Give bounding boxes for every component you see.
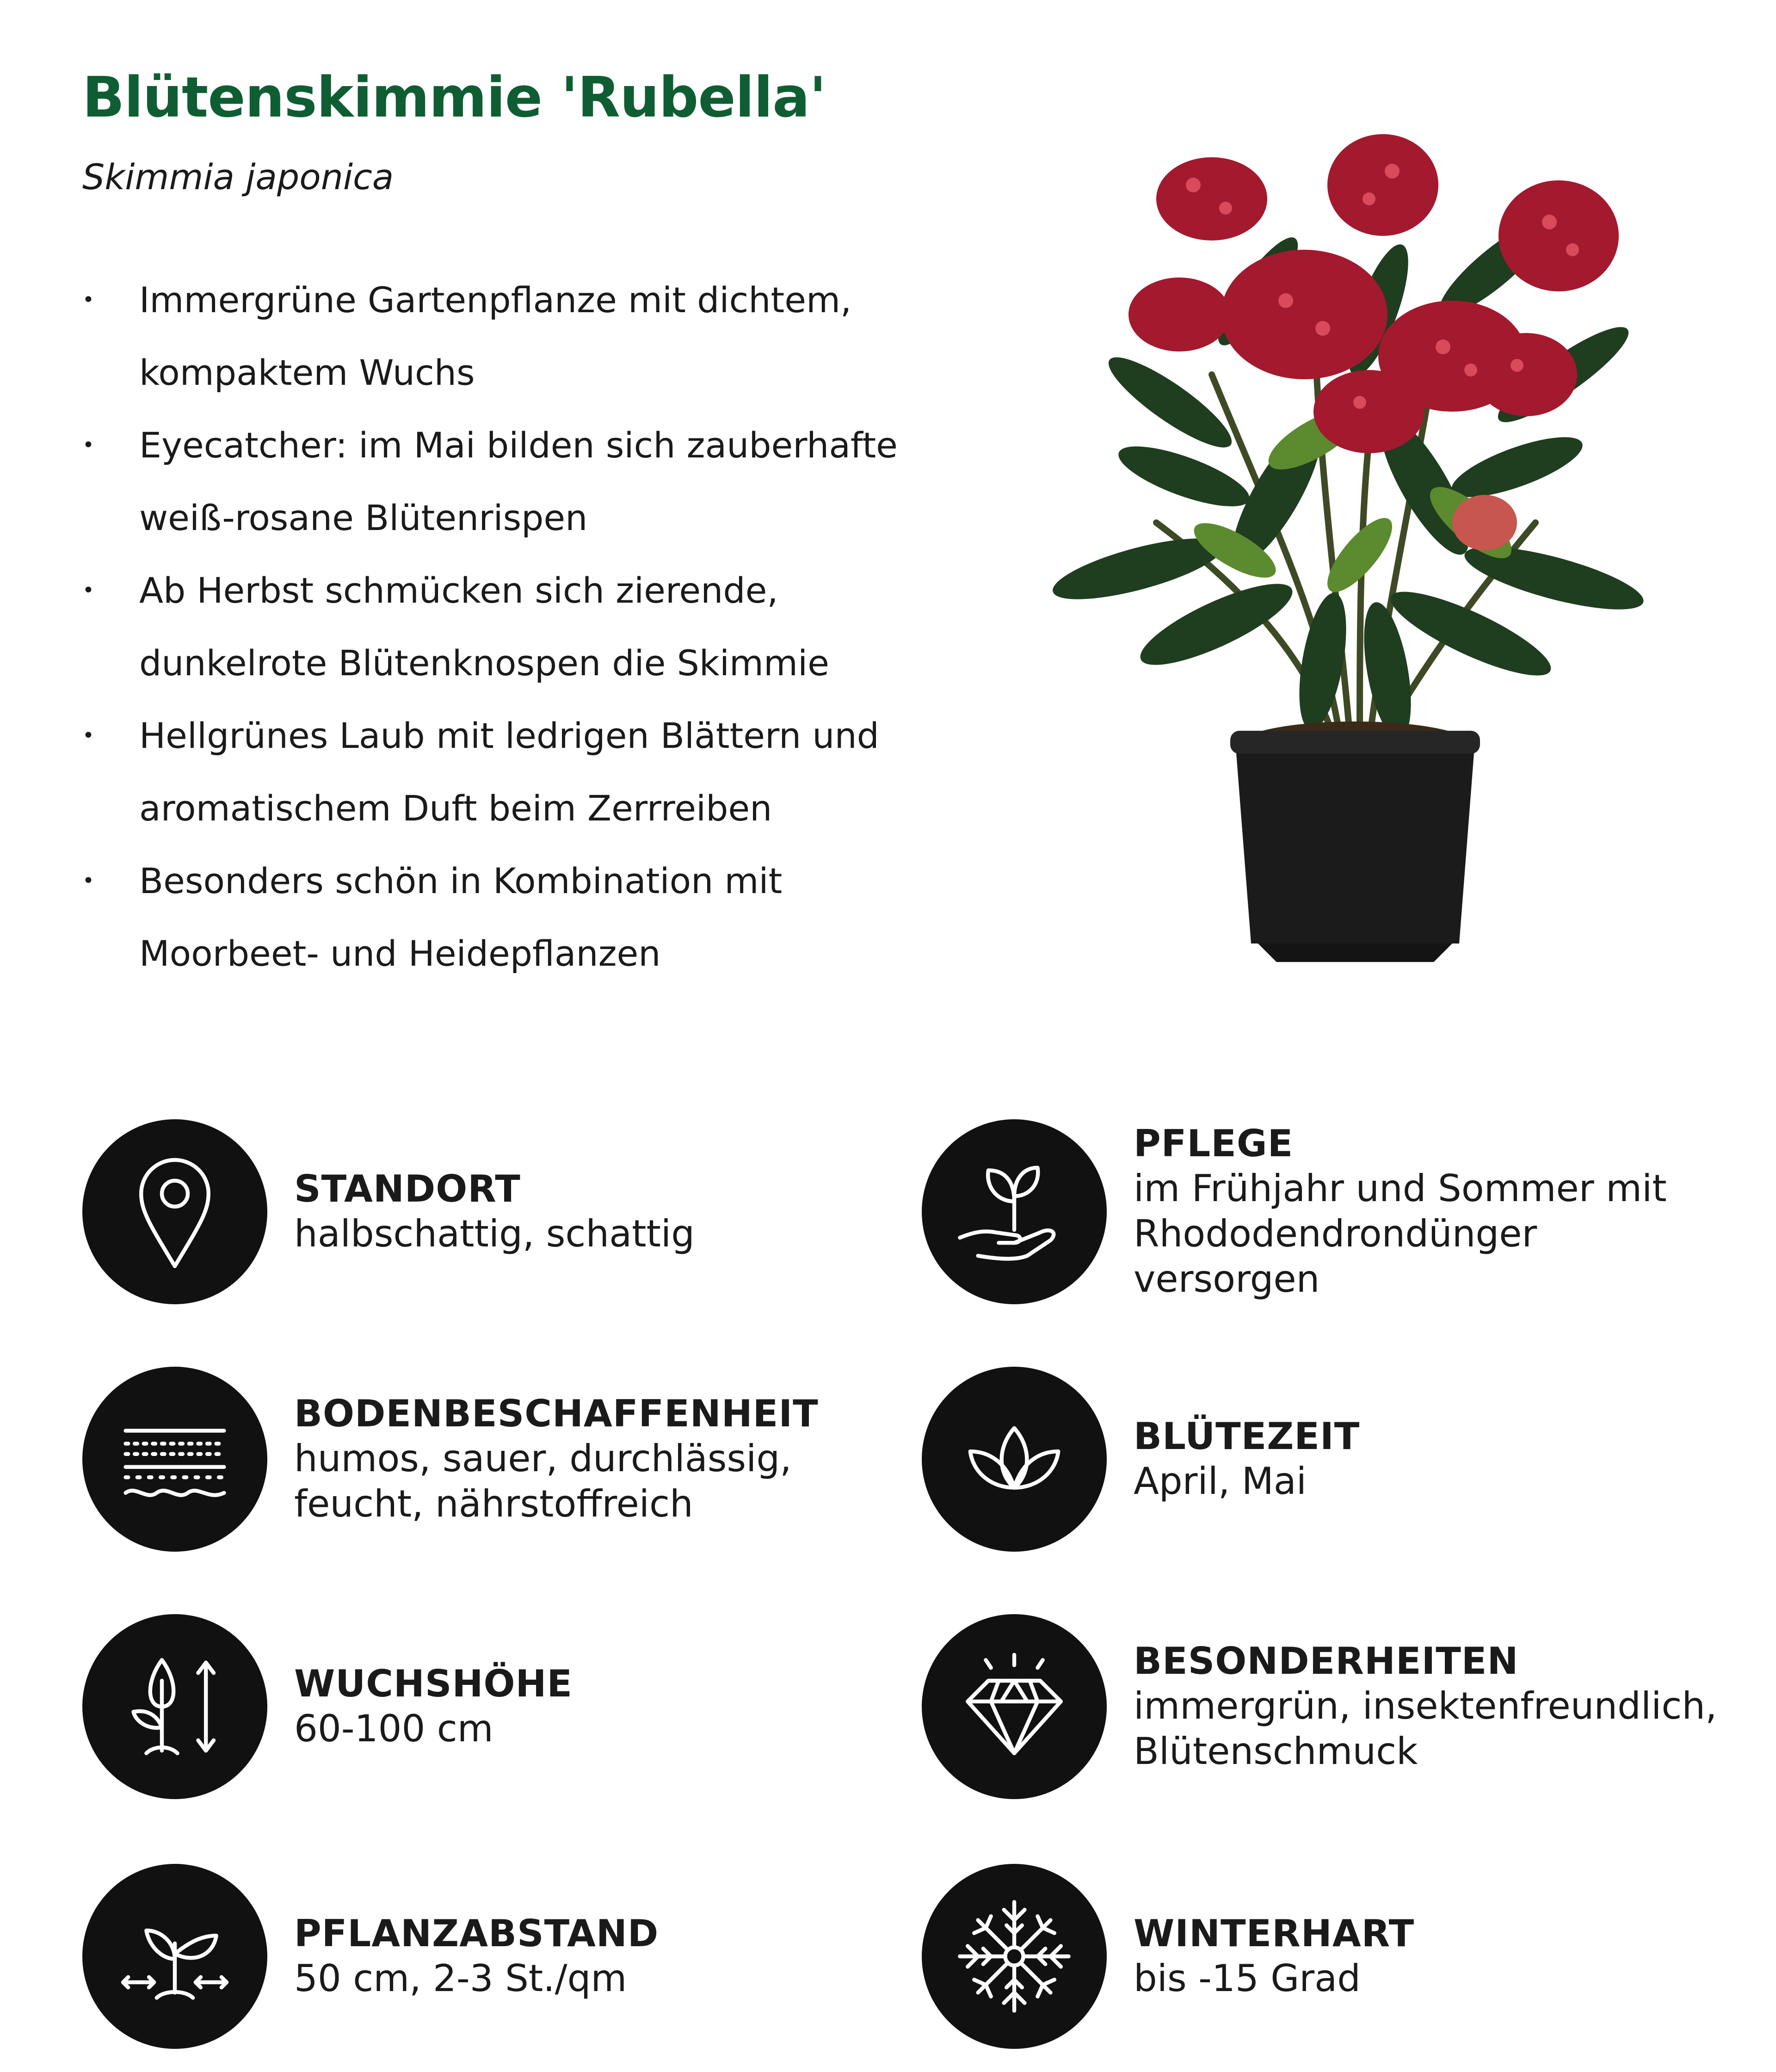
product-image-potted-skimmia <box>1018 116 1665 985</box>
info-label: BODENBESCHAFFENHEIT <box>294 1392 819 1435</box>
lotus-flower-icon <box>950 1394 1079 1524</box>
bullet-icon: • <box>82 433 94 457</box>
info-pflanzabstand <box>82 1864 892 2049</box>
info-label: WINTERHART <box>1134 1912 1415 1955</box>
info-value: immergrün, insektenfreundlich, Blütenschmuck <box>1134 1684 1717 1773</box>
plant-spacing-icon <box>110 1892 240 2021</box>
info-value: bis -15 Grad <box>1134 1957 1361 2000</box>
icon-circle <box>922 1614 1107 1799</box>
icon-circle <box>922 1367 1107 1552</box>
icon-circle <box>922 1864 1107 2049</box>
feature-text: Immergrüne Gartenpflanze mit dichtem, kompaktem Wuchs <box>139 279 852 393</box>
info-value: humos, sauer, durchlässig, feucht, nährstoffreich <box>294 1437 792 1525</box>
feature-text: Besonders schön in Kombination mit Moorbeet- und Heidepflanzen <box>139 860 783 974</box>
info-label: PFLEGE <box>1134 1122 1294 1165</box>
icon-circle <box>82 1614 267 1799</box>
feature-item <box>82 699 961 845</box>
hand-sprout-icon <box>950 1147 1079 1276</box>
soil-layers-icon <box>110 1394 240 1524</box>
info-value: im Frühjahr und Sommer mit Rhododendrondünger versorgen <box>1134 1167 1667 1301</box>
feature-list <box>82 264 961 990</box>
info-label: STANDORT <box>294 1167 521 1210</box>
plant-height-icon <box>110 1642 240 1771</box>
feature-item <box>82 409 961 554</box>
info-winterhart <box>922 1864 1731 2049</box>
diamond-icon <box>950 1642 1079 1771</box>
icon-circle <box>922 1119 1107 1304</box>
feature-text: Eyecatcher: im Mai bilden sich zauberhafte weiß-rosane Blütenrispen <box>139 425 898 538</box>
info-standort <box>82 1119 892 1304</box>
bullet-icon: • <box>82 724 94 747</box>
info-value: 60-100 cm <box>294 1707 493 1750</box>
info-label: BLÜTEZEIT <box>1134 1415 1360 1458</box>
feature-item <box>82 264 961 409</box>
feature-item <box>82 845 961 990</box>
info-bodenbeschaffenheit <box>82 1367 892 1552</box>
icon-circle <box>82 1367 267 1552</box>
feature-text: Ab Herbst schmücken sich zierende, dunkelrote Blütenknospen die Skimmie <box>139 570 829 684</box>
bullet-icon: • <box>82 869 94 893</box>
botanical-name: Skimmia japonica <box>82 156 394 197</box>
info-value: halbschattig, schattig <box>294 1212 695 1255</box>
info-value: 50 cm, 2-3 St./qm <box>294 1957 627 2000</box>
info-value: April, Mai <box>1134 1460 1307 1503</box>
info-label: WUCHSHÖHE <box>294 1662 573 1705</box>
product-title: Blütenskimmie 'Rubella' <box>82 66 826 130</box>
info-besonderheiten <box>922 1614 1731 1799</box>
info-wuchshoehe <box>82 1614 892 1799</box>
icon-circle <box>82 1864 267 2049</box>
snowflake-icon <box>950 1892 1079 2021</box>
feature-item <box>82 554 961 699</box>
plant-pot <box>1230 722 1480 962</box>
icon-circle <box>82 1119 267 1304</box>
bullet-icon: • <box>82 579 94 602</box>
location-pin-icon <box>110 1147 240 1276</box>
bullet-icon: • <box>82 288 94 312</box>
info-label: PFLANZABSTAND <box>294 1912 659 1955</box>
feature-text: Hellgrünes Laub mit ledrigen Blättern und aromatischem Duft beim Zerrreiben <box>139 715 879 829</box>
info-pflege <box>922 1119 1731 1304</box>
info-bluetezeit <box>922 1367 1731 1552</box>
info-label: BESONDERHEITEN <box>1134 1640 1519 1683</box>
